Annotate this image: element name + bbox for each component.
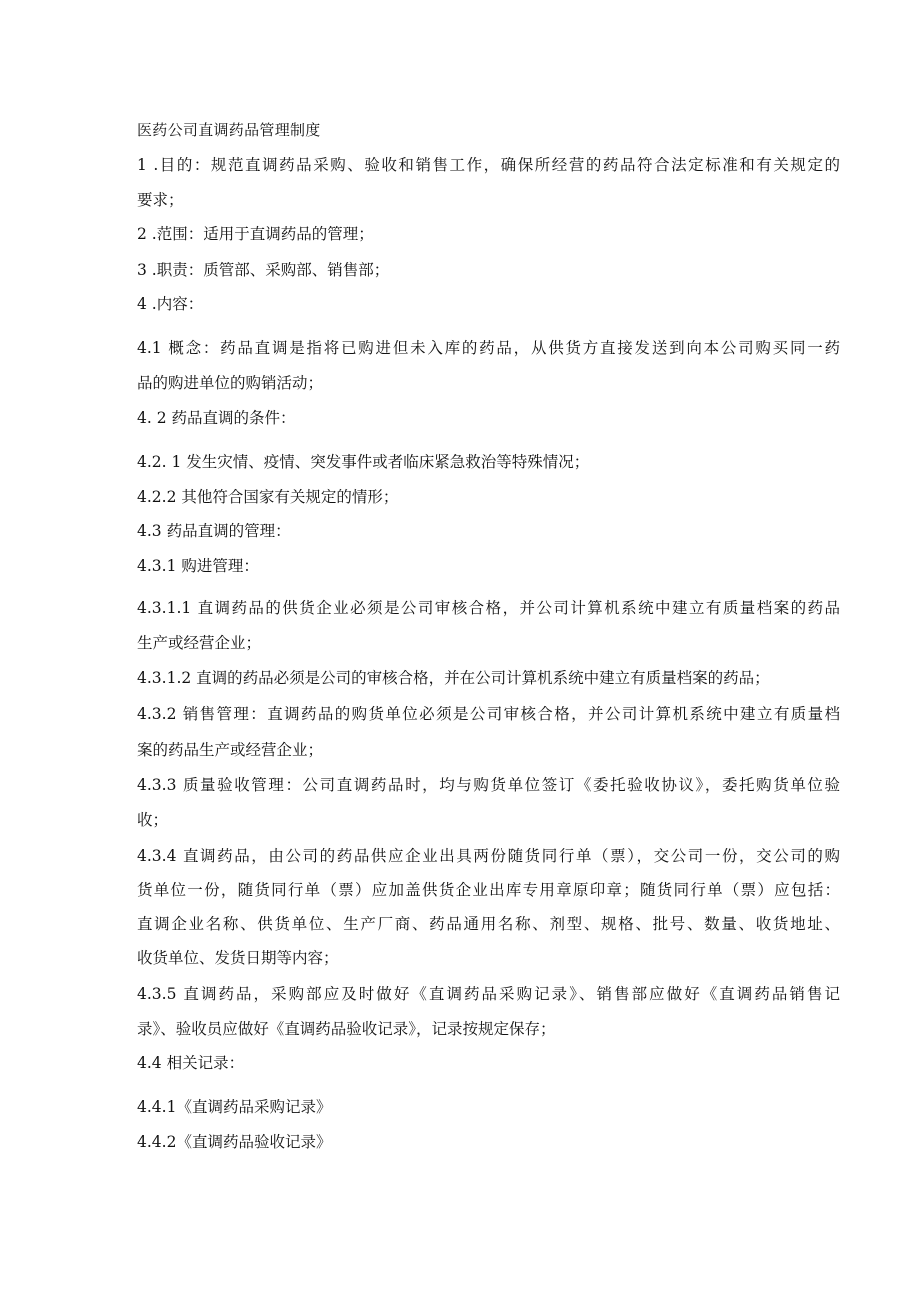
paragraph-line: 4.2.2 其他符合国家有关规定的情形； (137, 488, 399, 506)
paragraph-line: 4.4 相关记录： (137, 1054, 245, 1072)
paragraph-line: 2 .范围：适用于直调药品的管理； (137, 225, 374, 243)
paragraph-line: 4 .内容： (137, 295, 204, 313)
paragraph-line: 4.3.2 销售管理：直调药品的购货单位必须是公司审核合格，并公司计算机系统中建立有质量档 (137, 705, 840, 723)
paragraph-line: 4.4.1《直调药品采购记录》 (137, 1098, 332, 1116)
paragraph-line: 录》、验收员应做好《直调药品验收记录》，记录按规定保存； (137, 1020, 556, 1038)
paragraph-line: 要求； (137, 191, 184, 209)
paragraph-line: 4.3.5 直调药品，采购部应及时做好《直调药品采购记录》、销售部应做好《直调药品销售记 (137, 985, 840, 1003)
paragraph-line: 货单位一份，随货同行单（票）应加盖供货企业出库专用章原印章；随货同行单（票）应包括： (137, 881, 840, 899)
paragraph-line: 品的购进单位的购销活动； (137, 374, 324, 392)
paragraph-line: 4.3 药品直调的管理： (137, 522, 291, 540)
paragraph-line: 收货单位、发货日期等内容； (137, 949, 339, 967)
paragraph-line: 4.3.1 购进管理： (137, 557, 259, 575)
paragraph-line: 1 .目的：规范直调药品采购、验收和销售工作，确保所经营的药品符合法定标准和有关规定的 (137, 156, 840, 174)
paragraph-line: 收； (137, 811, 169, 829)
paragraph-line: 生产或经营企业； (137, 634, 262, 652)
paragraph-line: 3 .职责：质管部、采购部、销售部； (137, 261, 390, 279)
paragraph-line: 案的药品生产或经营企业； (137, 741, 324, 759)
paragraph-line: 4. 2 药品直调的条件： (137, 409, 296, 427)
paragraph-line: 4.2. 1 发生灾情、疫情、突发事件或者临床紧急救治等特殊情况； (137, 453, 590, 471)
paragraph-line: 4.3.1.1 直调药品的供货企业必须是公司审核合格，并公司计算机系统中建立有质量档案的药品 (137, 599, 840, 617)
paragraph-line: 4.3.3 质量验收管理：公司直调药品时，均与购货单位签订《委托验收协议》，委托购货单位验 (137, 776, 840, 794)
paragraph-line: 直调企业名称、供货单位、生产厂商、药品通用名称、剂型、规格、批号、数量、收货地址、 (137, 915, 840, 933)
paragraph-line: 4.1 概念：药品直调是指将已购进但未入库的药品，从供货方直接发送到向本公司购买同一药 (137, 339, 840, 357)
document-title: 医药公司直调药品管理制度 (137, 121, 321, 139)
paragraph-line: 4.3.4 直调药品，由公司的药品供应企业出具两份随货同行单（票），交公司一份，交公司的购 (137, 847, 840, 865)
paragraph-line: 4.4.2《直调药品验收记录》 (137, 1133, 332, 1151)
paragraph-line: 4.3.1.2 直调的药品必须是公司的审核合格，并在公司计算机系统中建立有质量档案的药品； (137, 669, 770, 687)
